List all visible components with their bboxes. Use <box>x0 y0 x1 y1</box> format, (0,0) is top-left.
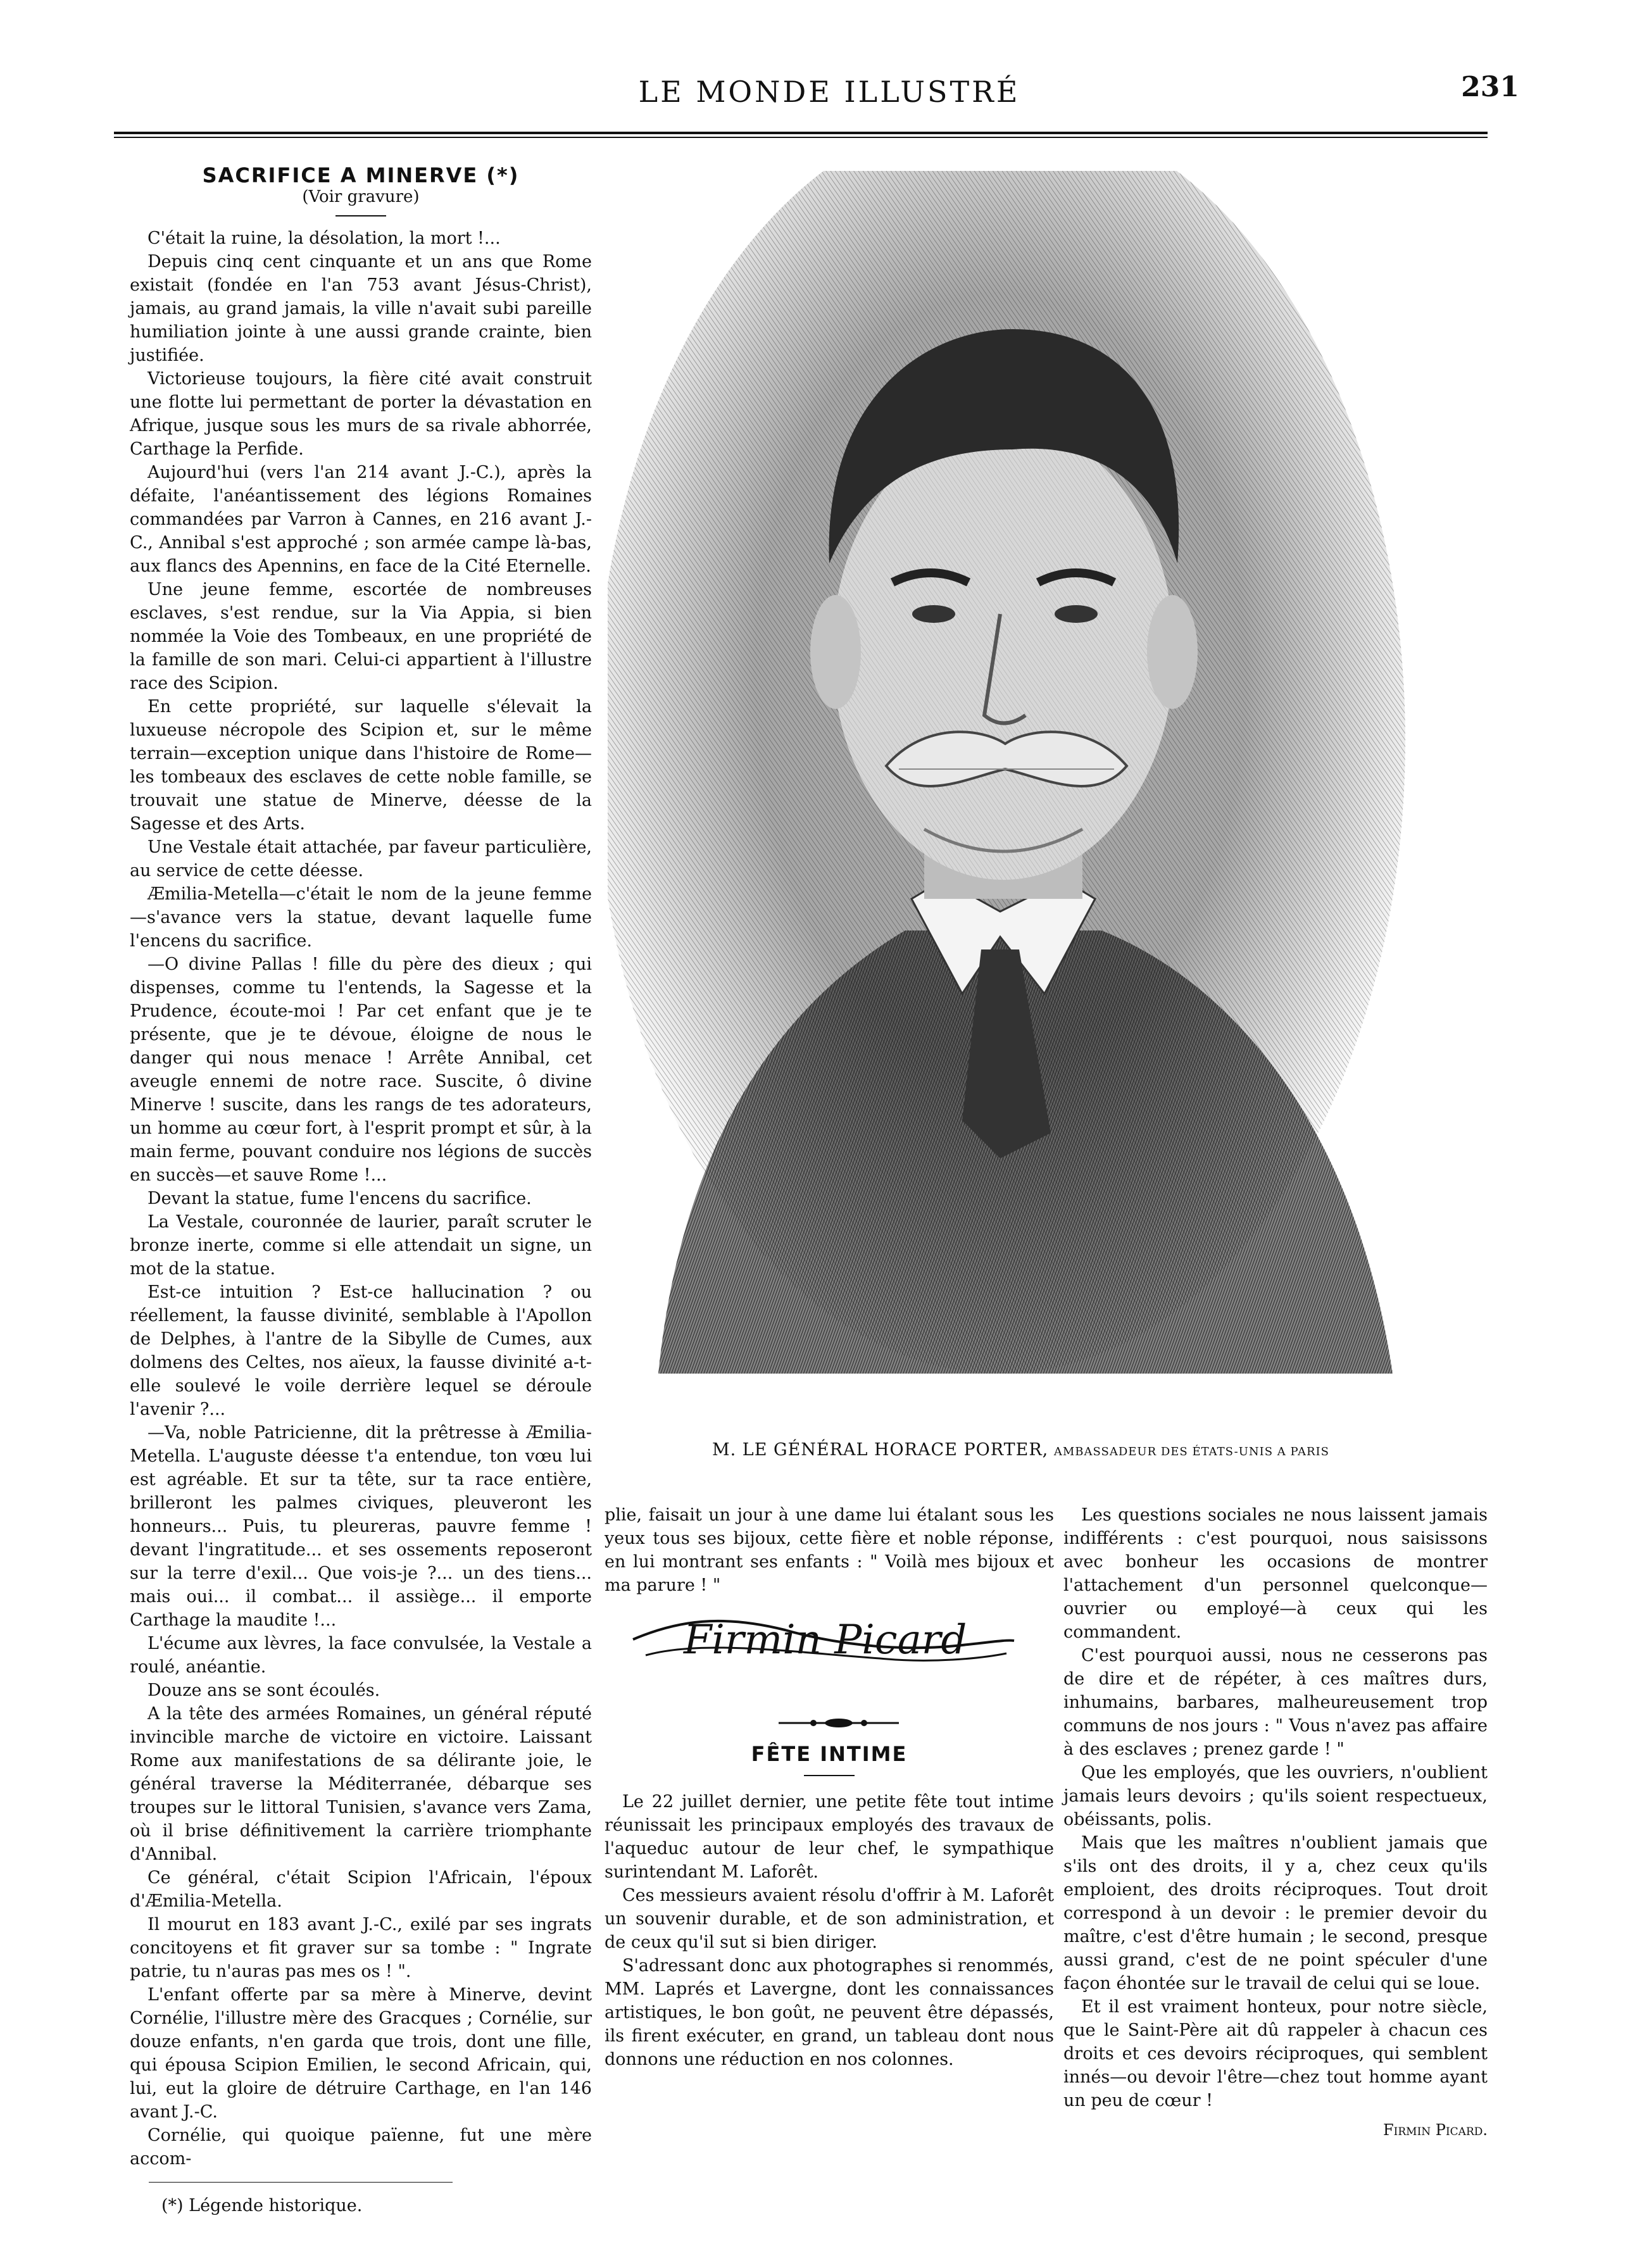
paragraph: Une jeune femme, escortée de nombreuses esclaves, s'est rendue, sur la Via Appia, si bien nommée la Voie des Tombeaux, en une propriété de la famille de son mari. Celui-ci appartient à l'illustre race des Scipion. <box>130 580 592 693</box>
paragraph: Mais que les maîtres n'oublient jamais que s'ils ont des droits, il y a, chez ceux qu'ils emploient, des droits réciproques. Tout droit correspond à un devoir : le premier devoir du maître, c'est d'être humain ; le second, presque aussi grand, c'est de ne point spéculer d'une façon éhontée sur le travail de celui qui se loue. <box>1063 1833 1488 1993</box>
title-rule <box>335 215 386 216</box>
ornament-icon <box>779 1717 899 1729</box>
paragraph: Æmilia-Metella—c'était le nom de la jeune femme —s'avance vers la statue, devant laquelle fume l'encens du sacrifice. <box>130 884 592 951</box>
paragraph: Et il est vraiment honteux, pour notre siècle, que le Saint-Père ait dû rappeler à chacun ces droits et ces devoirs réciproques, qui semblent innés—ou devoir l'être—chez tout homme ayant un peu de cœur ! <box>1063 1997 1488 2110</box>
paragraph: Depuis cinq cent cinquante et un ans que Rome existait (fondée en l'an 753 avant Jésus-Christ), jamais, au grand jamais, la ville n'avait subi pareille humiliation jointe à une aussi grande crainte, bien justifiée. <box>130 252 592 365</box>
signature-image <box>627 1595 1019 1684</box>
article-subtitle: (Voir gravure) <box>302 187 420 206</box>
paragraph: C'est pourquoi aussi, nous ne cesserons pas de dire et de répéter, à ces maîtres durs, inhumains, barbares, malheureusement trop communs de nos jours : " Vous n'avez pas affaire à des esclaves ; prenez garde ! " <box>1063 1646 1488 1759</box>
article-continuation: plie, faisait un jour à une dame lui étalant sous les yeux tous ses bijoux, cette fière et noble réponse, en lui montrant ses enfants : " Voilà mes bijoux et ma parure ! " <box>605 1505 1054 1595</box>
masthead-rule-thin <box>114 137 1488 138</box>
paragraph: Devant la statue, fume l'encens du sacrifice. <box>147 1189 532 1208</box>
fete-title: FÊTE INTIME <box>751 1742 908 1766</box>
paragraph: Il mourut en 183 avant J.-C., exilé par ses ingrats concitoyens et fit graver sur sa tombe : " Ingrate patrie, tu n'auras pas mes os ! ". <box>130 1915 592 1981</box>
paragraph: Une Vestale était attachée, par faveur particulière, au service de cette déesse. <box>130 837 592 880</box>
paragraph: Le 22 juillet dernier, une petite fête tout intime réunissait les principaux employés des travaux de l'aqueduc autour de leur chef, le sympathique surintendant M. Laforêt. <box>605 1792 1054 1882</box>
paragraph: Douze ans se sont écoulés. <box>147 1681 380 1700</box>
paragraph: Ces messieurs avaient résolu d'offrir à M. Laforêt un souvenir durable, et de son administration, et de ceux qu'il sut si bien diriger. <box>605 1886 1054 1952</box>
article-title: SACRIFICE A MINERVE (*) <box>202 163 520 187</box>
paragraph: Que les employés, que les ouvriers, n'oublient jamais leurs devoirs ; qu'ils soient respectueux, obéissants, polis. <box>1063 1763 1488 1829</box>
footnote-rule <box>149 2182 453 2183</box>
portrait-caption <box>712 1440 1484 1460</box>
paragraph: Est-ce intuition ? Est-ce hallucination ? ou réellement, la fausse divinité, semblable à l'Apollon de Delphes, à l'antre de la Sibylle de Cumes, aux dolmens des Celtes, nos aïeux, la fausse divinité a-t-elle soulevé le voile derrière lequel se déroule l'avenir ?... <box>130 1282 592 1419</box>
caption-title: AMBASSADEUR DES ÉTATS-UNIS A PARIS <box>1053 1445 1329 1458</box>
fete-body-right <box>1063 1503 1488 2112</box>
paragraph: Les questions sociales ne nous laissent jamais indifférents : c'est pourquoi, nous saisissons avec bonheur les occasions de montrer l'attachement d'un personnel quelconque—ouvrier ou employé—à ceux qui les commandent. <box>1063 1505 1488 1642</box>
article-body <box>130 227 592 2171</box>
ornament-divider <box>779 1717 899 1732</box>
footnote: (*) Légende historique. <box>161 2196 363 2215</box>
paragraph: L'écume aux lèvres, la face convulsée, la Vestale a roulé, anéantie. <box>130 1634 592 1677</box>
paragraph: Cornélie, qui quoique païenne, fut une mère accom- <box>130 2126 592 2169</box>
masthead-title: LE MONDE ILLUSTRÉ <box>638 75 1020 109</box>
masthead-rule <box>114 132 1488 134</box>
fete-title-rule <box>804 1775 855 1776</box>
paragraph: En cette propriété, sur laquelle s'élevait la luxueuse nécropole des Scipion et, sur le même terrain—exception unique dans l'histoire de Rome—les tombeaux des esclaves de cette noble famille, se trouvait une statue de Minerve, déesse de la Sagesse et des Arts. <box>130 697 592 834</box>
paragraph: La Vestale, couronnée de laurier, paraît scruter le bronze inerte, comme si elle attendait un signe, un mot de la statue. <box>130 1212 592 1279</box>
paragraph: Ce général, c'était Scipion l'Africain, l'époux d'Æmilia-Metella. <box>130 1868 592 1911</box>
portrait-image <box>608 171 1437 1399</box>
article-fete-intime <box>605 1742 1054 2071</box>
fete-body-mid <box>605 1790 1054 2071</box>
paragraph: C'était la ruine, la désolation, la mort !... <box>147 229 501 248</box>
signature-text: Firmin Picard <box>684 1617 967 1663</box>
article-author: Firmin Picard. <box>1383 2121 1488 2139</box>
page-number: 231 <box>1461 71 1519 103</box>
fete-body-right-column <box>1063 1503 1488 2139</box>
paragraph: A la tête des armées Romaines, un général réputé invincible marche de victoire en victoire. Laissant Rome aux manifestations de sa délirante joie, le général traverse la Méditerranée, débarque ses troupes sur le littoral Tunisien, s'avance vers Zama, où il brise définitivement la carrière triomphante d'Annibal. <box>130 1704 592 1864</box>
signature-firmin-picard <box>627 1595 1019 1684</box>
paragraph: —Va, noble Patricienne, dit la prêtresse à Æmilia-Metella. L'auguste déesse t'a entendue, ton vœu lui est agréable. Et sur ta tête, sur ta race entière, brilleront les palmes civiques, pleuveront les honneurs... Puis, tu pleureras, pauvre femme ! devant l'ingratitude... et ses ossements reposeront sur la terre d'exil... Que vois-je ?... un des tiens... mais oui... il combat... il assiège... il emporte Carthage la maudite !... <box>130 1423 592 1630</box>
article-sacrifice <box>130 163 592 2217</box>
portrait-engraving <box>608 171 1437 1399</box>
caption-name: M. LE GÉNÉRAL HORACE PORTER, <box>712 1440 1049 1460</box>
paragraph: Aujourd'hui (vers l'an 214 avant J.-C.), après la défaite, l'anéantissement des légions Romaines commandées par Varron à Cannes, en 216 avant J.-C., Annibal s'est approché ; son armée campe là-bas, aux flancs des Apennins, en face de la Cité Eternelle. <box>130 463 592 576</box>
paragraph: —O divine Pallas ! fille du père des dieux ; qui dispenses, comme tu l'entends, la Sagesse et la Prudence, écoute-moi ! Par cet enfant que je te présente, que je te dévoue, éloigne de nous le danger qui nous menace ! Arrête Annibal, cet aveugle ennemi de notre race. Suscite, ô divine Minerve ! suscite, dans les rangs de tes adorateurs, un homme au cœur fort, à l'esprit prompt et sûr, à la main ferme, pouvant conduire nos légions de succès en succès—et sauve Rome !... <box>130 955 592 1185</box>
paragraph: Victorieuse toujours, la fière cité avait construit une flotte lui permettant de porter la dévastation en Afrique, jusque sous les murs de sa rivale abhorrée, Carthage la Perfide. <box>130 369 592 459</box>
paragraph: S'adressant donc aux photographes si renommés, MM. Laprés et Lavergne, dont les connaissances artistiques, le bon goût, ne peuvent être dépassés, ils firent exécuter, en grand, un tableau dont nous donnons une réduction en nos colonnes. <box>605 1956 1054 2069</box>
paragraph: L'enfant offerte par sa mère à Minerve, devint Cornélie, l'illustre mère des Gracques ; Cornélie, sur douze enfants, n'en garda que trois, dont une fille, qui épousa Scipion Emilien, le second Africain, qui, lui, eut la gloire de détruire Carthage, en l'an 146 avant J.-C. <box>130 1985 592 2122</box>
